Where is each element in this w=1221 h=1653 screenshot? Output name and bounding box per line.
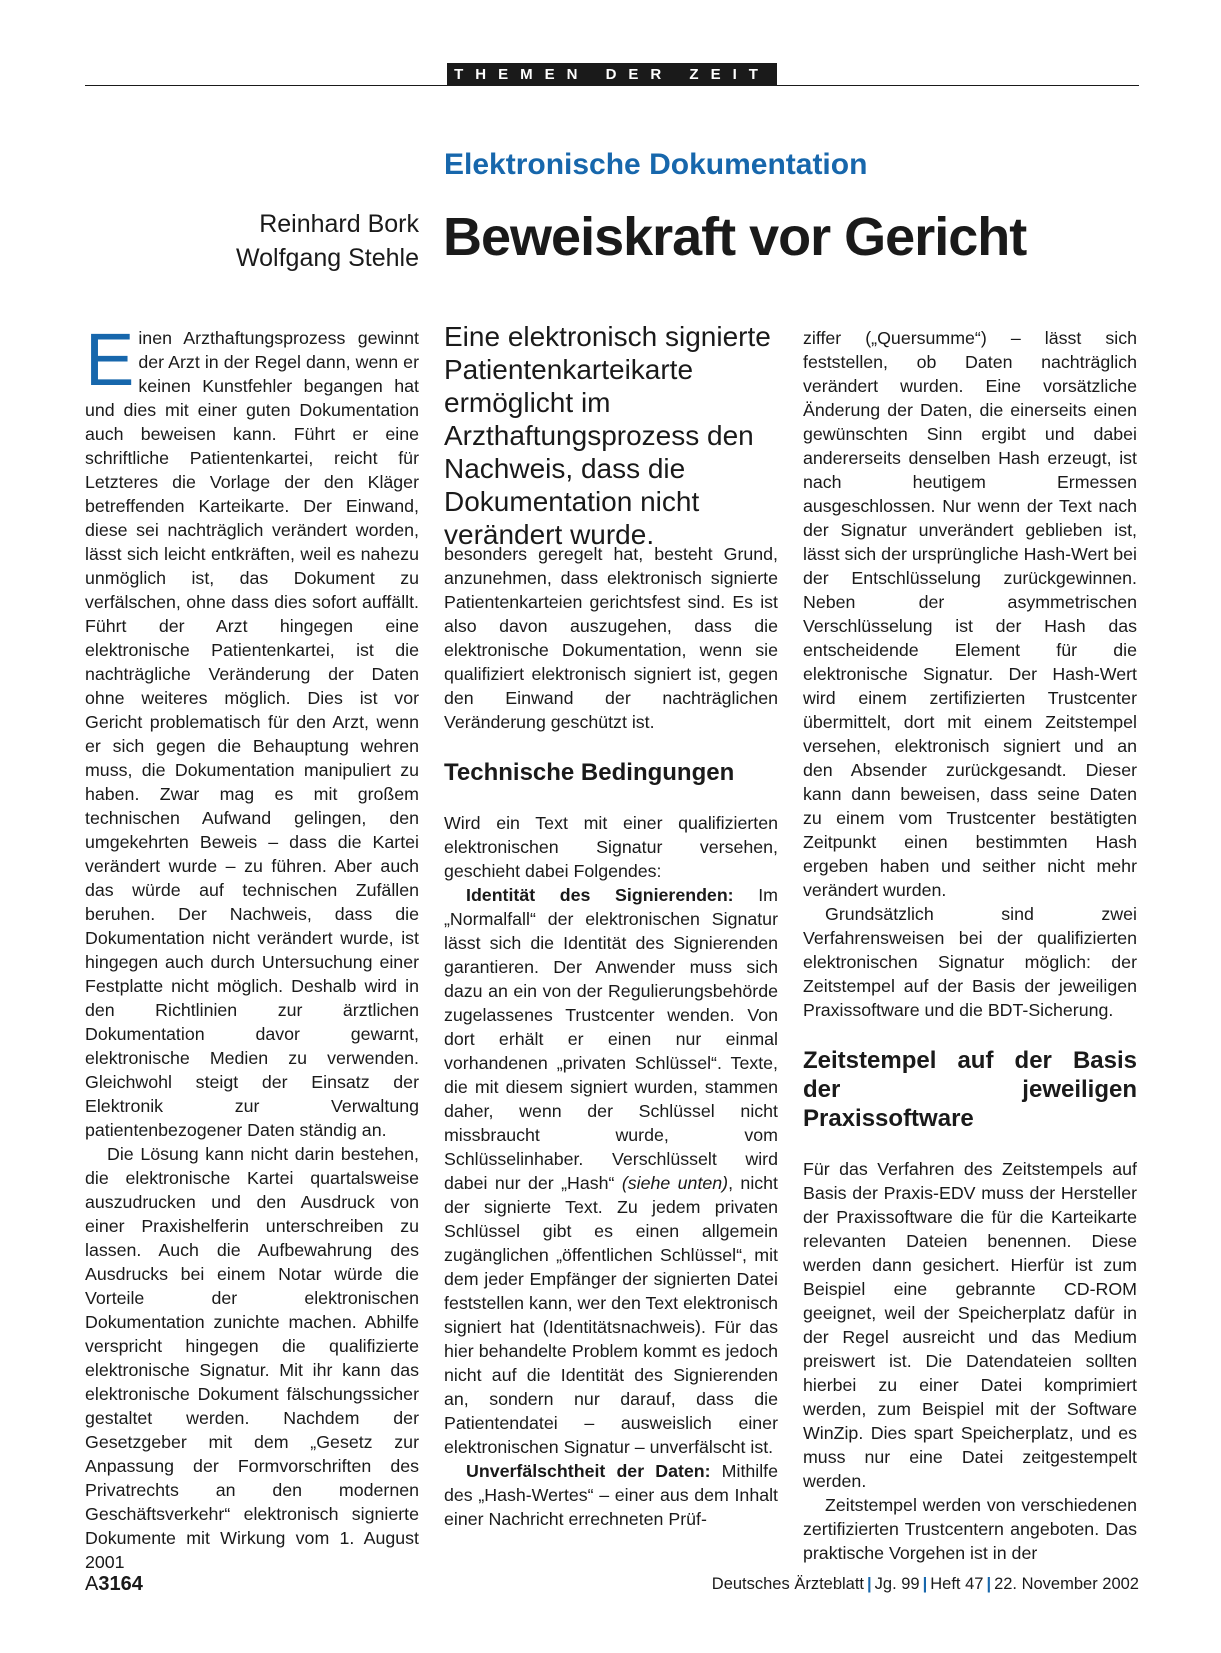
paragraph — [444, 1459, 778, 1531]
page-prefix: A — [85, 1573, 99, 1595]
run-in-heading: Unverfälschtheit der Daten: — [466, 1461, 711, 1481]
publication-info — [712, 1575, 1139, 1594]
paragraph-text: Im „Normalfall“ der elektronischen Signatur lässt sich die Identität des Signierenden garantieren. Der Anwender muss sich dazu an ein von der Regulierungsbehörde zugelassenes Trustcenter wenden. Von dort erhält er einen nur einmal vorhandenen „privaten Schlüssel“. Texte, die mit diesem signiert wurden, stammen daher, wenn der Schlüssel nicht missbraucht wurde, vom Schlüsselinhaber. Verschlüsselt wird dabei nur der „Hash“ — [444, 885, 778, 1193]
article-kicker: Elektronische Dokumentation — [444, 148, 868, 181]
paragraph: Grundsätzlich sind zwei Verfahrensweisen bei der qualifizierten elektronischen Signatur möglich: der Zeitstempel auf der Basis der jeweiligen Praxissoftware und die BDT-Sicherung. — [803, 904, 1137, 1020]
separator: | — [867, 1575, 872, 1593]
paragraph: ziffer („Quersumme“) – lässt sich feststellen, ob Daten nachträglich verändert wurden. Eine vorsätzliche Änderung der Daten, die einerseits einen gewünschten Sinn ergibt und dabei andererseits denselben Hash erzeugt, ist nach heutigem Ermessen ausgeschlossen. Nur wenn der Text nach der Signatur unverändert geblieben ist, lässt sich der ursprüngliche Hash-Wert bei der Entschlüsselung zurückgewinnen. Neben der asymmetrischen Verschlüsselung ist der Hash das entscheidende Element für die elektronische Signatur. Der Hash-Wert wird einem zertifizierten Trustcenter übermittelt, dort mit einem Zeitstempel versehen, elektronisch signiert und an den Absender zurückgesandt. Dieser kann dann beweisen, dass seine Daten zu einem vom Trustcenter bestätigten Zeitpunkt einen bestimmten Hash ergeben haben und seither nicht mehr verändert wurden. — [803, 328, 1137, 900]
page-number — [85, 1573, 143, 1596]
paragraph: Die Lösung kann nicht darin bestehen, die elektronische Kartei quartalsweise auszudrucken und den Ausdruck von einer Praxishelferin unterschreiben zu lassen. Auch die Aufbewahrung des Ausdrucks bei einem Notar würde die Vorteile der elektronischen Dokumentation zunichte machen. Abhilfe verspricht hingegen die qualifizierte elektronische Signatur. Mit ihr kann das elektronische Dokument fälschungssicher gestaltet werden. Nachdem der Gesetzgeber mit dem „Gesetz zur Anpassung der Formvorschriften des Privatrechts an den modernen Geschäftsverkehr“ elektronisch signierte Dokumente mit Wirkung vom 1. August 2001 — [85, 1144, 419, 1572]
volume: Jg. 99 — [874, 1575, 920, 1593]
paragraph — [85, 318, 419, 1142]
issue: Heft 47 — [930, 1575, 984, 1593]
section-heading: Zeitstempel auf der Basis der jeweiligen Praxissoftware — [803, 1047, 1137, 1132]
author-list — [236, 207, 419, 275]
author-name: Wolfgang Stehle — [236, 244, 419, 272]
paragraph: Zeitstempel werden von verschiedenen zertifizierten Trustcentern angeboten. Das praktische Vorgehen ist in der — [803, 1495, 1137, 1563]
paragraph: besonders geregelt hat, besteht Grund, anzunehmen, dass elektronisch signierte Patientenkarteien gerichtsfest sind. Es ist also davon auszugehen, dass die elektronische Dokumentation, wenn sie qualifiziert elektronisch signiert ist, gegen den Einwand der nachträglichen Veränderung geschützt ist. — [444, 544, 778, 732]
run-in-heading: Identität des Signierenden: — [466, 885, 734, 905]
article-lead: Eine elektronisch signierte Patientenkarteikarte ermöglicht im Arzthaftungsprozess den Nachweis, dass die Dokumentation nicht verändert wurde. — [444, 321, 771, 550]
journal-name: Deutsches Ärzteblatt — [711, 1575, 865, 1593]
separator: | — [922, 1575, 928, 1593]
paragraph-text: inen Arzthaftungsprozess gewinnt der Arzt in der Regel dann, wenn er keinen Kunstfehler begangen hat und dies mit einer guten Dokumentation auch beweisen kann. Führt er eine schriftliche Patientenkartei, reicht für Letzteres die Vorlage der den Kläger betreffenden Karteikarte. Der Einwand, diese sei nachträglich verändert worden, lässt sich leicht entkräften, weil es nahezu unmöglich ist, das Dokument zu verfälschen, ohne dass dies sofort auffällt. Führt der Arzt hingegen eine elektronische Patientenkartei, ist die nachträgliche Veränderung der Daten ohne weiteres möglich. Dies ist vor Gericht problematisch für den Arzt, wenn er sich gegen die Behauptung wehren muss, die Dokumentation manipuliert zu haben. Zwar mag es mit großem technischen Aufwand gelingen, den umgekehrten Beweis – dass die Kartei verändert wurde – zu führen. Aber auch das würde auf technischen Zufällen beruhen. Der Nachweis, dass die Dokumentation nicht verändert wurde, ist hingegen auch durch Untersuchung einer Festplatte nicht möglich. Deshalb wird in den Richtlinien zur ärztlichen Dokumentation davor gewarnt, elektronische Medien zu verwenden. Gleichwohl steigt der Einsatz der Elektronik zur Verwaltung patientenbezogener Daten ständig an. — [85, 328, 419, 1140]
column-3 — [803, 326, 1137, 1565]
page-number-value: 3164 — [98, 1573, 143, 1595]
paragraph: Für das Verfahren des Zeitstempels auf Basis der Praxis-EDV muss der Hersteller der Praxissoftware die für die Karteikarte relevanten Dateien benennen. Diese werden dann gesichert. Hierfür ist zum Beispiel eine gebrannte CD-ROM geeignet, weil der Speicherplatz dafür in der Regel ausreicht und das Medium preiswert ist. Die Datendateien sollten hierbei zu einer Datei komprimiert werden, zum Beispiel mit der Software WinZip. Dies spart Speicherplatz, und es muss nur eine Datei zeitgestempelt werden. — [803, 1159, 1137, 1491]
paragraph-text: , nicht der signierte Text. Zu jedem privaten Schlüssel gibt es einen allgemein zugänglichen „öffentlichen Schlüssel“, mit dem jeder Empfänger der signierten Datei feststellen kann, wer den Text elektronisch signiert hat (Identitätsnachweis). Für das hier behandelte Problem kommt es jedoch nicht auf die Identität des Signierenden an, sondern nur darauf, dass die Patientendatei – ausweislich einer elektronischen Signatur – unverfälscht ist. — [444, 1173, 778, 1457]
issue-date: 22. November 2002 — [994, 1575, 1139, 1593]
paragraph-text: Mithilfe des „Hash-Wertes“ – einer aus dem Inhalt einer Nachricht errechneten Prüf- — [444, 1461, 779, 1529]
cross-reference: (siehe unten) — [621, 1173, 729, 1193]
paragraph: Wird ein Text mit einer qualifizierten elektronischen Signatur versehen, geschieht dabei Folgendes: — [444, 813, 778, 881]
column-1 — [85, 318, 419, 1574]
paragraph — [444, 883, 778, 1459]
drop-cap: E — [85, 318, 135, 401]
article-title: Beweiskraft vor Gericht — [443, 207, 1027, 267]
column-2 — [444, 542, 778, 1531]
section-heading: Technische Bedingungen — [444, 759, 735, 786]
section-banner: THEMEN DER ZEIT — [447, 63, 777, 86]
author-name: Reinhard Bork — [259, 210, 419, 238]
separator: | — [986, 1575, 992, 1593]
